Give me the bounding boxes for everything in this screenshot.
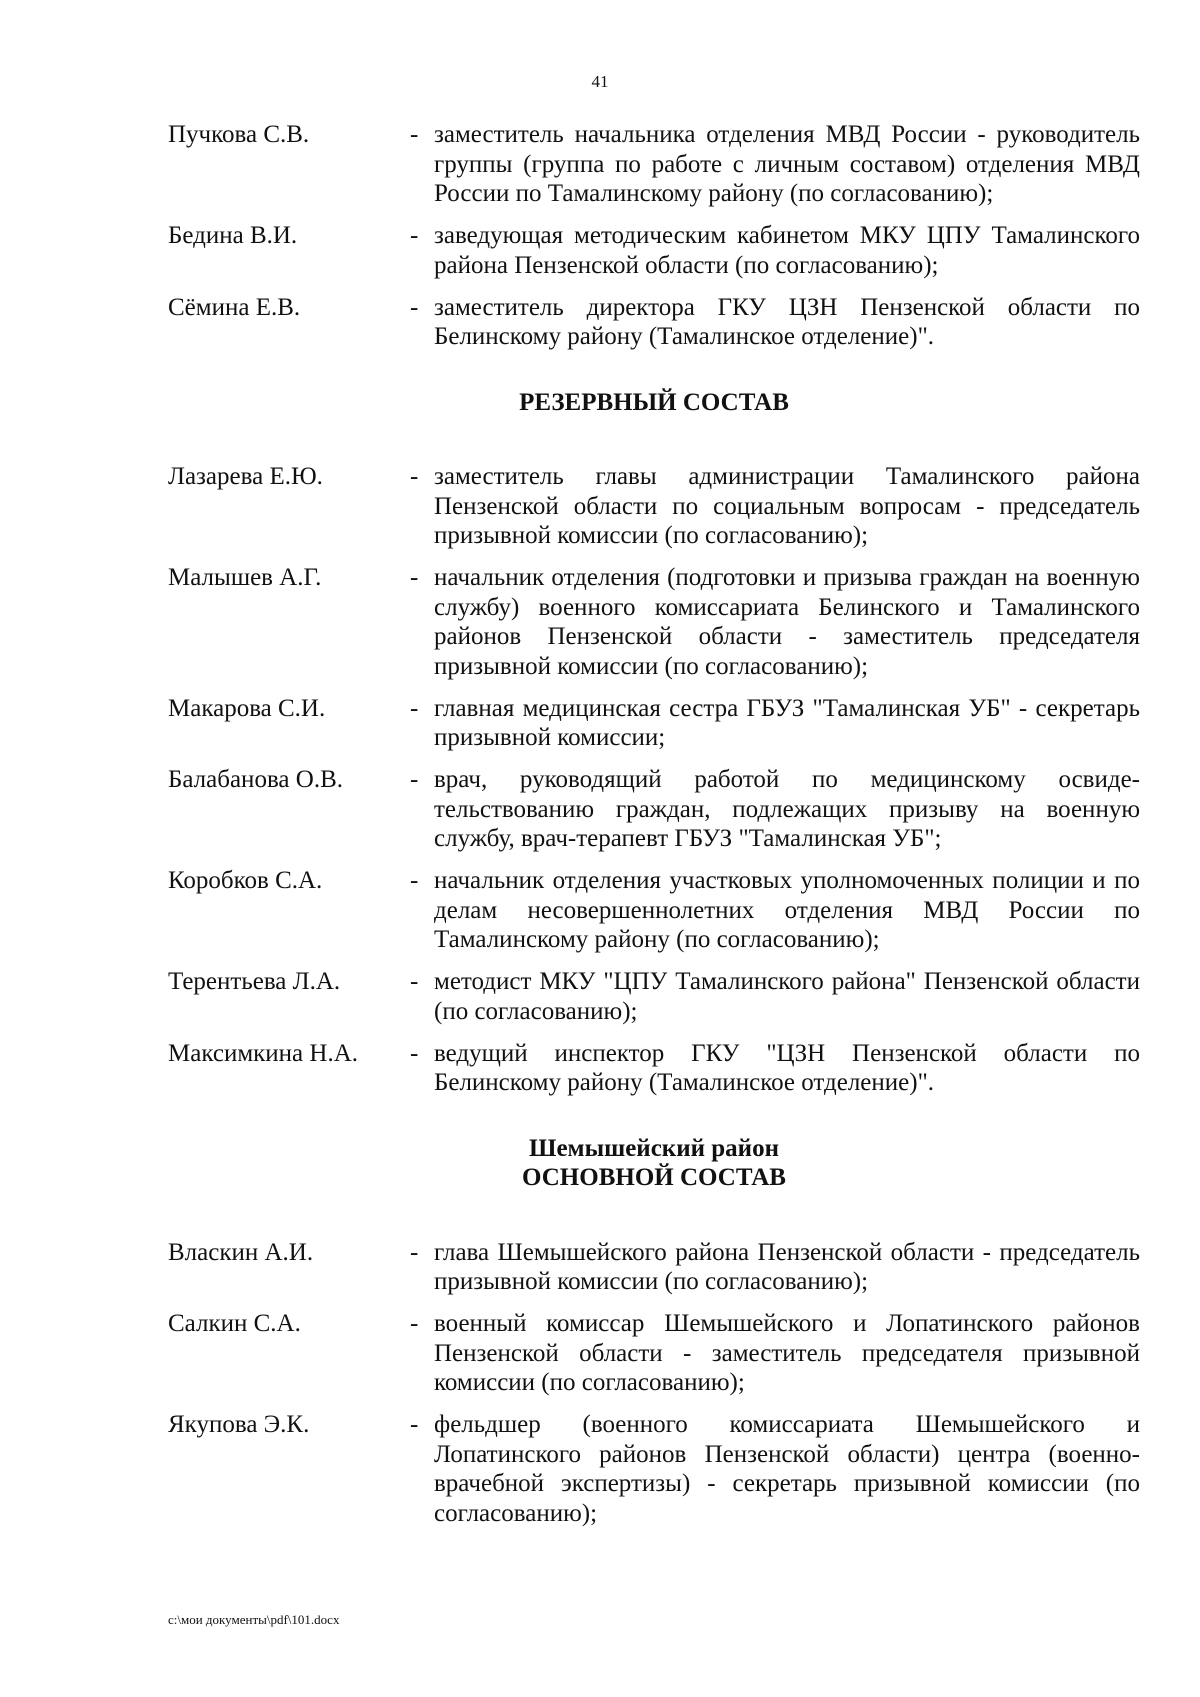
member-list: [168, 120, 1140, 352]
member-name: Малышев А.Г.: [168, 564, 322, 591]
member-name: Власкин А.И.: [168, 1238, 314, 1266]
dash: -: [410, 564, 419, 591]
district-title: Шемышейский район: [529, 1134, 779, 1162]
dash: -: [410, 463, 419, 490]
member-name: Бедина В.И.: [168, 222, 298, 249]
list-item: [168, 765, 1140, 854]
member-position: заместитель начальника отделения МВД России - руководитель группы (группа по работе с личным составом) отделения МВД России по Тамалинскому району (по согласованию);: [434, 121, 1140, 207]
list-item: [168, 293, 1140, 352]
member-list: [168, 1238, 1140, 1529]
member-name: Макарова С.И.: [168, 694, 326, 722]
member-position: заместитель директора ГКУ ЦЗН Пензенской области по Белинскому району (Тамалинское отделение)".: [434, 293, 1140, 350]
main-composition-title: ОСНОВНОЙ СОСТАВ: [522, 1164, 786, 1191]
member-name: Салкин С.А.: [168, 1310, 301, 1337]
list-item: [168, 1410, 1140, 1528]
dash: -: [410, 293, 419, 321]
member-position: военный комиссар Шемышейского и Лопатинского районов Пензенской области - заместитель председателя призывной комиссии (по согласованию);: [434, 1310, 1140, 1396]
list-item: [168, 563, 1140, 681]
list-item: [168, 866, 1140, 955]
member-position: главная медицинская сестра ГБУЗ "Тамалинская УБ" - секретарь призывной комиссии;: [434, 694, 1140, 751]
member-name: Терентьева Л.А.: [168, 968, 341, 995]
dash: -: [410, 1411, 419, 1438]
list-item: [168, 462, 1140, 551]
member-position: глава Шемышейского района Пензенской области - председатель призывной комиссии (по согласованию);: [434, 1238, 1140, 1295]
section-heading-reserve: РЕЗЕРВНЫЙ СОСТАВ: [519, 388, 789, 416]
member-position: фельдшер (военного комиссариата Шемышейского и Лопатинского районов Пензенской области) центра (военно-врачебной экспертизы) - секретарь призывной комиссии (по согласованию);: [434, 1411, 1140, 1527]
member-position: начальник отделения (подготовки и призыва граждан на военную службу) военного комиссариата Белинского и Тамалинского районов Пензенской области - заместитель председателя призывной комиссии (по согласованию);: [434, 564, 1140, 680]
member-name: Якупова Э.К.: [168, 1411, 310, 1438]
section-heading-district: [168, 1134, 1140, 1193]
member-name: Балабанова О.В.: [168, 766, 343, 793]
dash: -: [410, 867, 419, 894]
dash: -: [410, 121, 419, 148]
member-name: Коробков С.А.: [168, 867, 323, 894]
member-name: Максимкина Н.А.: [168, 1039, 359, 1067]
member-position: методист МКУ "ЦПУ Тамалинского района" Пензенской области (по согласованию);: [434, 968, 1140, 1025]
dash: -: [410, 968, 419, 995]
dash: -: [410, 222, 419, 249]
list-item: [168, 694, 1140, 753]
member-position: врач, руководящий работой по медицинскому освидетельствованию граждан, подлежащих призыву на военную службу, врач-терапевт ГБУЗ "Тамалинская УБ";: [434, 766, 1140, 852]
document-body: [168, 120, 1140, 1528]
member-name: Сёмина Е.В.: [168, 293, 301, 321]
dash: -: [410, 1310, 419, 1337]
list-item: [168, 120, 1140, 209]
member-position: начальник отделения участковых уполномоченных полиции и по делам несовершеннолетних отделения МВД России по Тамалинскому району (по согласованию);: [434, 867, 1140, 953]
list-item: [168, 967, 1140, 1026]
member-list: [168, 462, 1140, 1098]
dash: -: [410, 1238, 419, 1266]
dash: -: [410, 694, 419, 722]
member-position: заместитель главы администрации Тамалинского района Пензенской области по социальным вопросам - председатель призывной комиссии (по согласованию);: [434, 463, 1140, 549]
dash: -: [410, 766, 419, 793]
list-item: [168, 1039, 1140, 1098]
page-number: 41: [591, 72, 609, 91]
dash: -: [410, 1039, 419, 1067]
list-item: [168, 1309, 1140, 1398]
list-item: [168, 1238, 1140, 1297]
member-position: ведущий инспектор ГКУ "ЦЗН Пензенской области по Белинскому району (Тамалинское отделение)".: [434, 1039, 1140, 1096]
member-name: Пучкова С.В.: [168, 121, 310, 148]
list-item: [168, 221, 1140, 280]
member-name: Лазарева Е.Ю.: [168, 463, 323, 490]
member-position: заведующая методическим кабинетом МКУ ЦПУ Тамалинского района Пензенской области (по согласованию);: [434, 222, 1140, 279]
footer-file-path: c:\мои документы\pdf\101.docx: [168, 1612, 340, 1627]
